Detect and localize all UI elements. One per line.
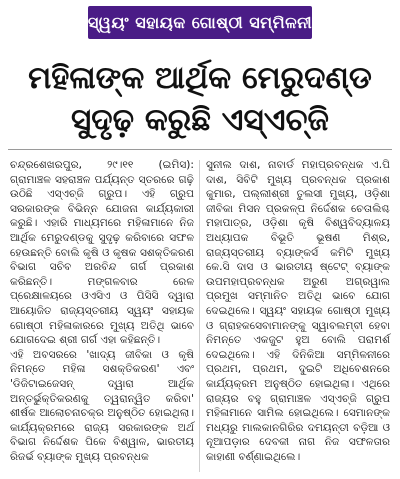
article-column-left [10, 158, 194, 464]
section-banner [88, 6, 312, 39]
article-paragraph: ସୁନୀଲ ଦାଶ, ନାବାର୍ଡ ମହାପ୍ରବନ୍ଧକ ଏ.ପି ଦାଶ, ସିବିଟି ମୁଖ୍ୟ ପ୍ରବନ୍ଧକ ପ୍ରକାଶ କୁମାର, ପଲ୍ଲୀଶ୍ରୀ ତୁଲସୀ ମୁଖ୍ୟ, ଓଡ଼ିଶା ଜୀବିକା ମିସନ ପ୍ରକଳ୍ପ ନିର୍ଦ୍ଦେଶକ ଚେତାଲିଶ୍ଚ ମହାପାତ୍ର, ଓଡ଼ିଶା କୃଷି ବିଶ୍ୱବିଦ୍ୟାଳୟ ଅଧ୍ୟାପକ ବିଭୂତି ଭୂଷଣ ମିଶ୍ର, ରାଜ୍ୟସ୍ତରୀୟ ବ୍ୟାଙ୍କର୍ସ କମିଟି ମୁଖ୍ୟ କେ.ସି ଦାସ ଓ ଭାରତୀୟ ଷ୍ଟେଟ୍ ବ୍ୟାଙ୍କ ଉପମହାପ୍ରବନ୍ଧକ ଅରୁଣ ଅଗ୍ରୱାଲ ପ୍ରମୁଖ ସମ୍ମାନିତ ଅତିଥି ଭାବେ ଯୋଗ ଦେଇଥିଲେ। ସ୍ୱୟଂ ସହାୟକ ଗୋଷ୍ଠୀ ମୁଖ୍ୟ ଓ ଗ୍ରାହକସେବାମାନଙ୍କୁ ସ୍ୱାବଲମ୍ବୀ ହେବା ନିମନ୍ତେ ଏକଜୁଟ ହୁଅ ବୋଲି ପରାମର୍ଶ ଦେଇଥିଲେ। ଏହି ଦିନିକିଆ ସମ୍ମିଳନୀରେ ପ୍ରଥମ, ପ୍ରଥମ, ଦୁଇଟି ଅଧିବେଶନରେ କାର୍ଯ୍ୟକ୍ରମ ଅନୁଷ୍ଠିତ ହୋଇଥିଲା। ଏଥିରେ ରାଜ୍ୟର ବହୁ ଗ୍ରାମାଞ୍ଚଳ ଏସ୍‌ଏଚ୍‌ଜି ଗ୍ରୁପ ମହିଳାମାନେ ସାମିଲ ହୋଇଥିଲେ। ସେମାନଙ୍କ ମଧ୍ୟରୁ ମାଲକାନଗିରିର ଦମୟନ୍ତୀ ବଡ଼ିଆ ଓ ନୂଆପଡ଼ାର ଦେବକୀ ନାଗ ନିଜ ସଫଳତାର କାହାଣୀ ବର୍ଣ୍ଣାଇଥିଲେ। [206, 159, 390, 463]
banner-text: ସ୍ୱୟଂ ସହାୟକ ଗୋଷ୍ଠୀ ସମ୍ମିଳନୀ [87, 12, 313, 32]
headline-rule [8, 149, 392, 150]
column-divider [199, 160, 200, 472]
article-column-right [206, 158, 390, 464]
article-paragraph: ଚନ୍ଦ୍ରଶେଖରପୁର, ୨୯।୧୧ (ଇମିସ): ଗ୍ରାମାଞ୍ଚଳ ସହରାଞ୍ଚଳ ପର୍ଯ୍ୟନ୍ତ ସ୍ତରରେ ଗଢ଼ି ଉଠିଛି ଏସ୍‌ଏଚ୍‌ଜି ଗ୍ରୁପ। ଏହି ଗ୍ରୁପ ସରକାରଙ୍କ ବିଭିନ୍ନ ଯୋଜନା କାର୍ଯ୍ୟକାରୀ କରୁଛି। ଏହାରି ମାଧ୍ୟମରେ ମହିଳାମାନେ ନିଜ ଆର୍ଥିକ ମେରୁଦଣ୍ଡକୁ ସୁଦୃଢ଼ କରିବାରେ ସଫଳ ହେଉଛନ୍ତି ବୋଲି କୃଷି ଓ କୃଷକ ସଶକ୍ତିକରଣ ବିଭାଗ ସଚିବ ଅରବିନ୍ଦ ଗର୍ଗ ପ୍ରକାଶ କରିଛନ୍ତି। ମଙ୍ଗଳବାର ରେଳ ପ୍ରେକ୍ଷାଳୟରେ ଓଏସିଏ ଓ ପିସିସି ଦ୍ୱାରା ଆୟୋଜିତ ରାଜ୍ୟସ୍ତରୀୟ ସ୍ୱୟଂ ସହାୟକ ଗୋଷ୍ଠୀ ମହିଳାକାରରେ ମୁଖ୍ୟ ଅତିଥି ଭାବେ ଯୋଗଦେଇ ଶ୍ରୀ ଗର୍ଗ ଏହା କହିଛନ୍ତି। [10, 159, 194, 347]
article-paragraph: ଏହି ଅବସରରେ 'ଖାଦ୍ୟ ଜୀବିକା ଓ କୃଷି ନିମନ୍ତେ ମହିଳା ସଶକ୍ତିକରଣ' ଏବଂ 'ଡିଜିଟାଇଜେସନ୍ ଦ୍ୱାରା ଆର୍ଥିକ ଅନ୍ତର୍ଭୁକ୍ତିକରଣକୁ ତ୍ୱରାନ୍ୱିତ କରିବା' ଶୀର୍ଷକ ଆଲୋଚନାଚକ୍ର ଅନୁଷ୍ଠିତ ହୋଇଥିଲା। କାର୍ଯ୍ୟକ୍ରମରେ ରାଜ୍ୟ ସରକାରଙ୍କ ଅର୍ଥ ବିଭାଗ ନିର୍ଦ୍ଦେଶକ ପିକେ ବିଶ୍ୱାଳ, ଭାରତୀୟ ରିଜର୍ଭ ବ୍ୟାଙ୍କ ମୁଖ୍ୟ ପ୍ରବନ୍ଧକ [10, 348, 194, 463]
headline-line-2: ସୁଦୃଢ଼ କରୁଛି ଏସ୍‌ଏଚ୍‌ଜି [71, 102, 329, 138]
headline-line-1: ମହିଳାଙ୍କ ଆର୍ଥିକ ମେରୁଦଣ୍ଡ [28, 60, 372, 96]
